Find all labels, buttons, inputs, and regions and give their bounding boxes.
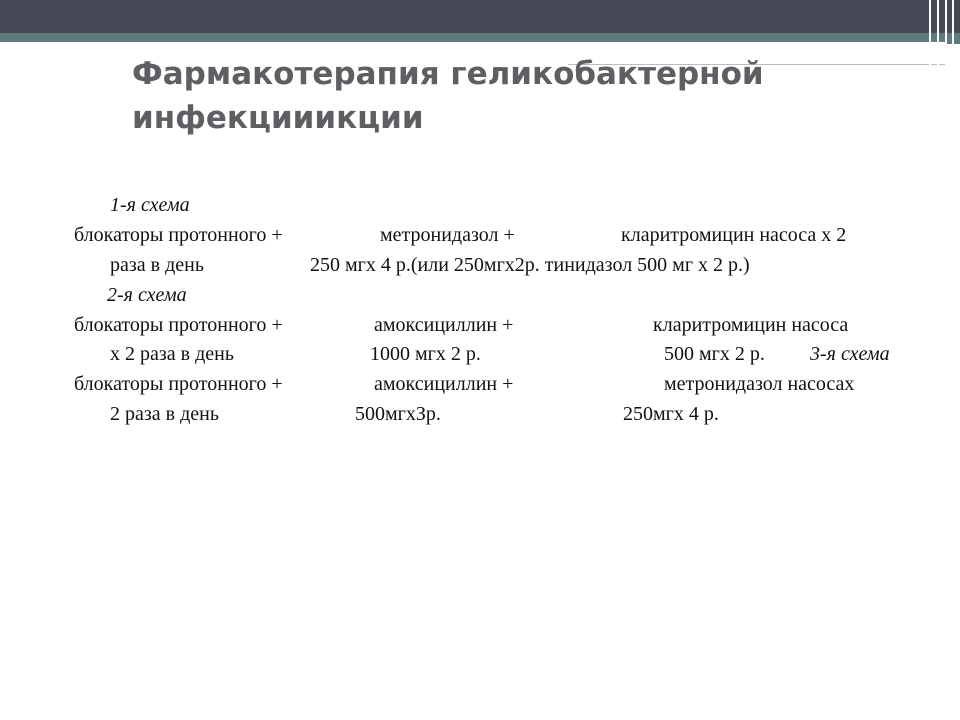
scheme-2-row-2-col-2: 1000 мгх 2 р. xyxy=(370,343,481,365)
scheme-1-row-1-col-2: метронидазол + xyxy=(380,224,515,246)
scheme-1-row-2-col-2: 250 мгх 4 р.(или 250мгх2р. тинидазол 500 мг х 2 р.) xyxy=(310,254,750,276)
scheme-3-row-2-col-3: 250мгх 4 р. xyxy=(623,403,719,425)
scheme-3-row-1-col-3: метронидазол насосах xyxy=(664,373,855,395)
scheme-2-row-2-col-3: 500 мгх 2 р. xyxy=(664,343,765,365)
title-line-2: инфекцииикции xyxy=(132,100,424,136)
scheme-1-row-2-col-1: раза в день xyxy=(110,254,204,276)
scheme-2-row-2-col-1: х 2 раза в день xyxy=(110,343,234,365)
scheme-2-row-1-col-3: кларитромицин насоса xyxy=(653,314,849,336)
scheme-1-row-1-col-1: блокаторы протонного + xyxy=(74,224,283,246)
scheme-3-row-2-col-2: 500мгхЗр. xyxy=(355,403,441,425)
scheme-2-row-1-col-2: амоксициллин + xyxy=(374,314,514,336)
scheme-3-row-1-col-1: блокаторы протонного + xyxy=(74,373,283,395)
scheme-1-heading: 1-я схема xyxy=(110,194,190,216)
scheme-2-row-1-col-1: блокаторы протонного + xyxy=(74,314,283,336)
scheme-3-heading: 3-я схема xyxy=(810,343,890,365)
scheme-3-row-1-col-2: амоксициллин + xyxy=(374,373,514,395)
scheme-1-row-1-col-3: кларитромицин насоса х 2 xyxy=(621,224,847,246)
scheme-3-row-2-col-1: 2 раза в день xyxy=(110,403,219,425)
title-line-1: Фармакотерапия геликобактерной xyxy=(132,56,764,92)
scheme-2-heading: 2-я схема xyxy=(107,284,187,306)
